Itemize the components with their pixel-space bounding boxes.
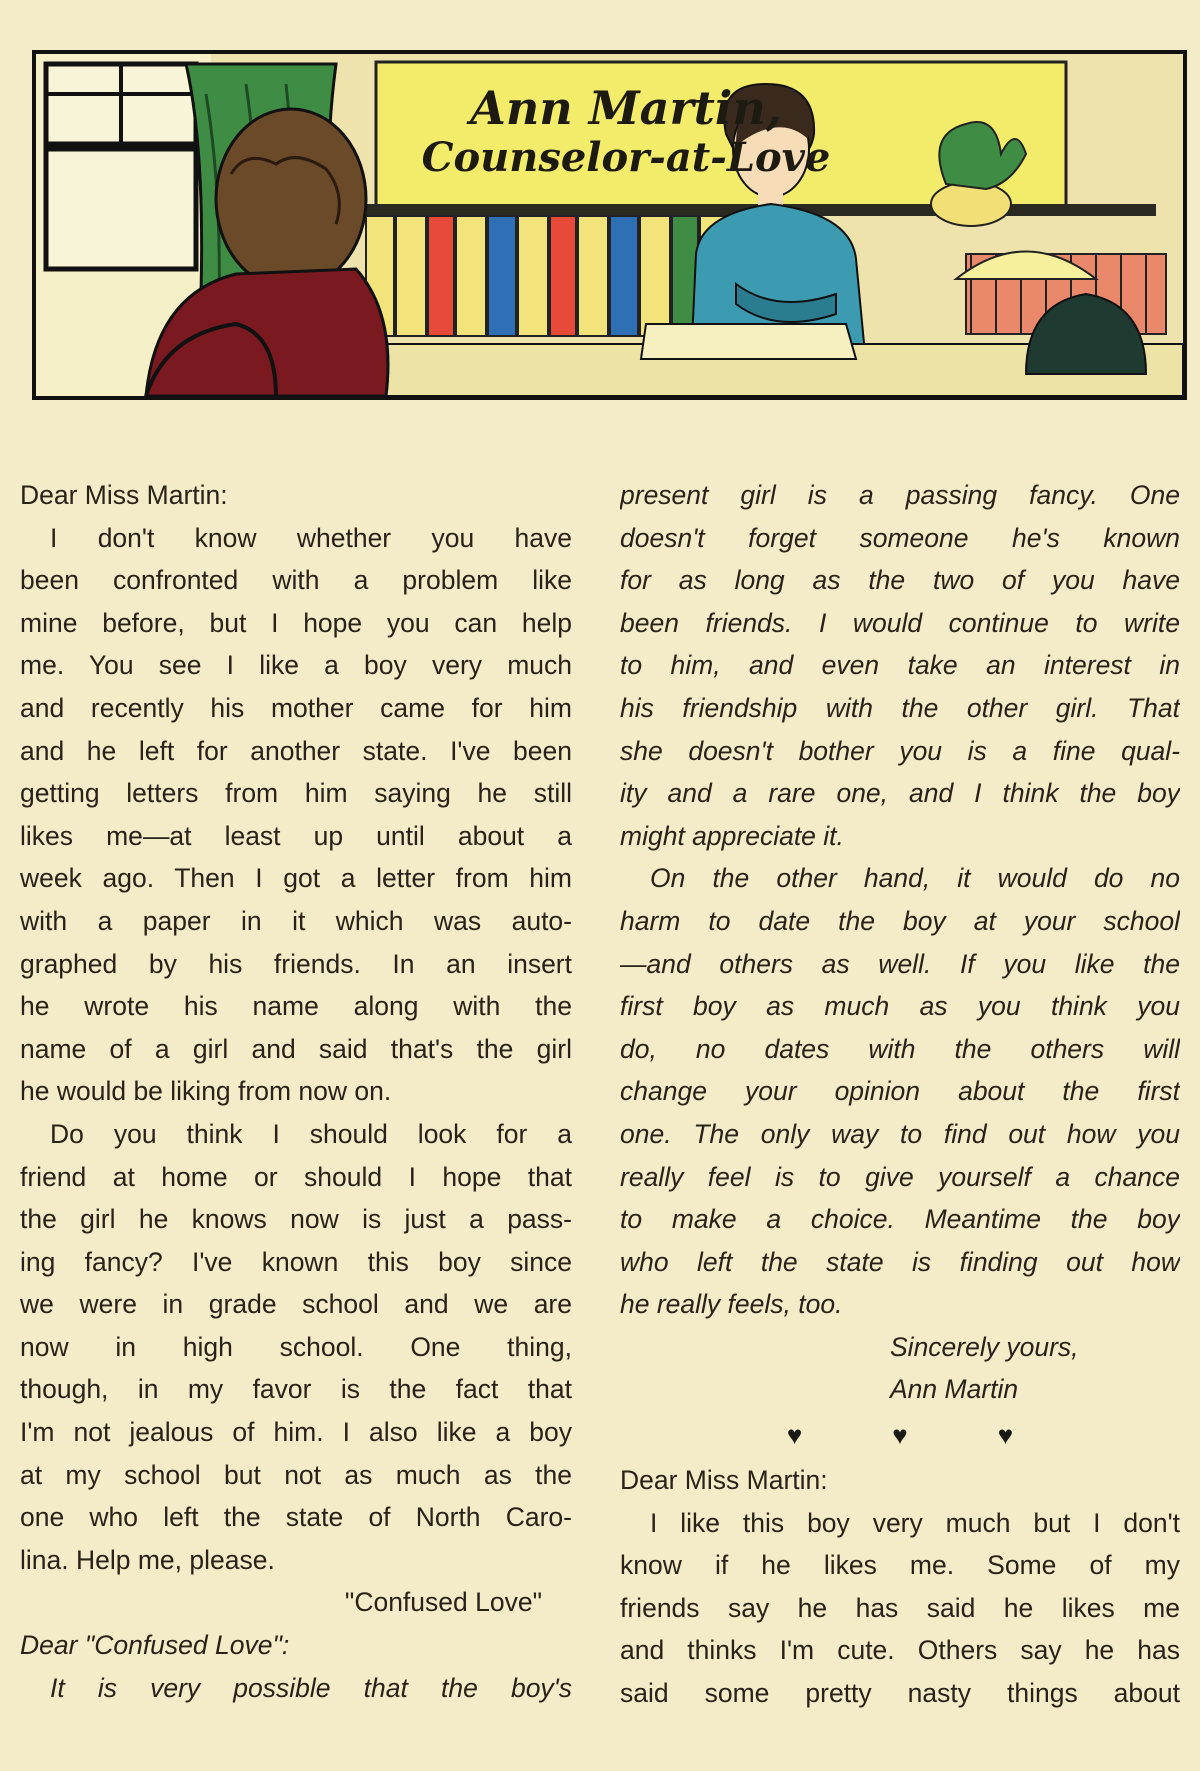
text-line: Do you think I should look for a [50, 1118, 572, 1149]
banner-title [416, 82, 836, 181]
header-illustration-panel [32, 50, 1187, 400]
text-line: first boy as much as you think you [620, 991, 1180, 1022]
text-line: to him, and even take an interest in [620, 650, 1180, 681]
heart-divider [620, 1411, 1180, 1459]
heart-icon: ♥ [892, 1420, 908, 1451]
text-line: with a paper in it which was auto- [20, 905, 572, 936]
text-line: Dear Miss Martin: [620, 1465, 828, 1496]
text-line: and recently his mother came for him [20, 692, 572, 723]
text-line: getting letters from him saying he still [20, 778, 572, 809]
text-line: though, in my favor is the fact that [20, 1374, 572, 1405]
heart-icon: ♥ [997, 1420, 1014, 1451]
text-line: his friendship with the other girl. That [620, 692, 1180, 723]
text-line: and thinks I'm cute. Others say he has [620, 1635, 1180, 1666]
text-line: he would be liking from now on. [20, 1076, 392, 1107]
signature-line: "Confused Love" [344, 1587, 542, 1618]
text-line: name of a girl and said that's the girl [20, 1033, 572, 1064]
text-line: we were in grade school and we are [20, 1289, 572, 1320]
text-line: week ago. Then I got a letter from him [20, 863, 572, 894]
right-text-column [620, 474, 1180, 1715]
text-line: might appreciate it. [620, 820, 844, 851]
text-line: the girl he knows now is just a pass- [20, 1204, 572, 1235]
text-line: he wrote his name along with the [20, 991, 572, 1022]
text-line: to make a choice. Meantime the boy [620, 1204, 1180, 1235]
text-line: said some pretty nasty things about [620, 1678, 1180, 1709]
text-line: he really feels, too. [620, 1289, 843, 1320]
text-line: present girl is a passing fancy. One [620, 480, 1180, 510]
text-line: at my school but not as much as the [20, 1459, 572, 1490]
text-line: Dear Miss Martin: [20, 480, 228, 510]
text-line: doesn't forget someone he's known [620, 522, 1180, 553]
text-line: been confronted with a problem like [20, 565, 572, 596]
text-line: know if he likes me. Some of my [620, 1550, 1180, 1581]
heart-icon: ♥ [786, 1420, 803, 1451]
text-line: ing fancy? I've known this boy since [20, 1246, 572, 1277]
text-line: one. The only way to find out how you [620, 1118, 1180, 1149]
text-line: change your opinion about the first [620, 1076, 1180, 1107]
text-line: who left the state is finding out how [620, 1246, 1180, 1277]
text-line: one who left the state of North Caro- [20, 1502, 572, 1533]
text-line: friend at home or should I hope that [20, 1161, 572, 1192]
text-line: I'm not jealous of him. I also like a boy [20, 1417, 572, 1448]
text-line: ity and a rare one, and I think the boy [620, 778, 1180, 809]
text-line: I don't know whether you have [50, 522, 572, 553]
text-line: lina. Help me, please. [20, 1544, 275, 1575]
text-line: mine before, but I hope you can help [20, 607, 572, 638]
left-text-column [20, 474, 572, 1709]
text-line: me. You see I like a boy very much [20, 650, 572, 681]
text-line: do, no dates with the others will [620, 1033, 1180, 1064]
banner-title-line2: Counselor-at-Love [421, 133, 831, 181]
text-line: I like this boy very much but I don't [650, 1507, 1180, 1538]
text-line: —and others as well. If you like the [620, 948, 1180, 979]
text-line: and he left for another state. I've been [20, 735, 572, 766]
text-line: likes me—at least up until about a [20, 820, 572, 851]
text-line: she doesn't bother you is a fine qual- [620, 735, 1180, 766]
text-line: On the other hand, it would do no [650, 863, 1180, 894]
text-line: been friends. I would continue to write [620, 607, 1180, 638]
text-line: really feel is to give yourself a chance [620, 1161, 1180, 1192]
text-line: graphed by his friends. In an insert [20, 948, 572, 979]
signature-line: Sincerely yours, [890, 1331, 1079, 1362]
text-line: harm to date the boy at your school [620, 905, 1180, 936]
text-line: for as long as the two of you have [620, 565, 1180, 596]
text-line: friends say he has said he likes me [620, 1592, 1180, 1623]
text-line: It is very possible that the boy's [50, 1672, 572, 1703]
signature-line: Ann Martin [890, 1374, 1019, 1405]
text-line: Dear "Confused Love": [20, 1630, 290, 1661]
text-line: now in high school. One thing, [20, 1331, 572, 1362]
banner-title-line1: Ann Martin, [470, 81, 782, 135]
